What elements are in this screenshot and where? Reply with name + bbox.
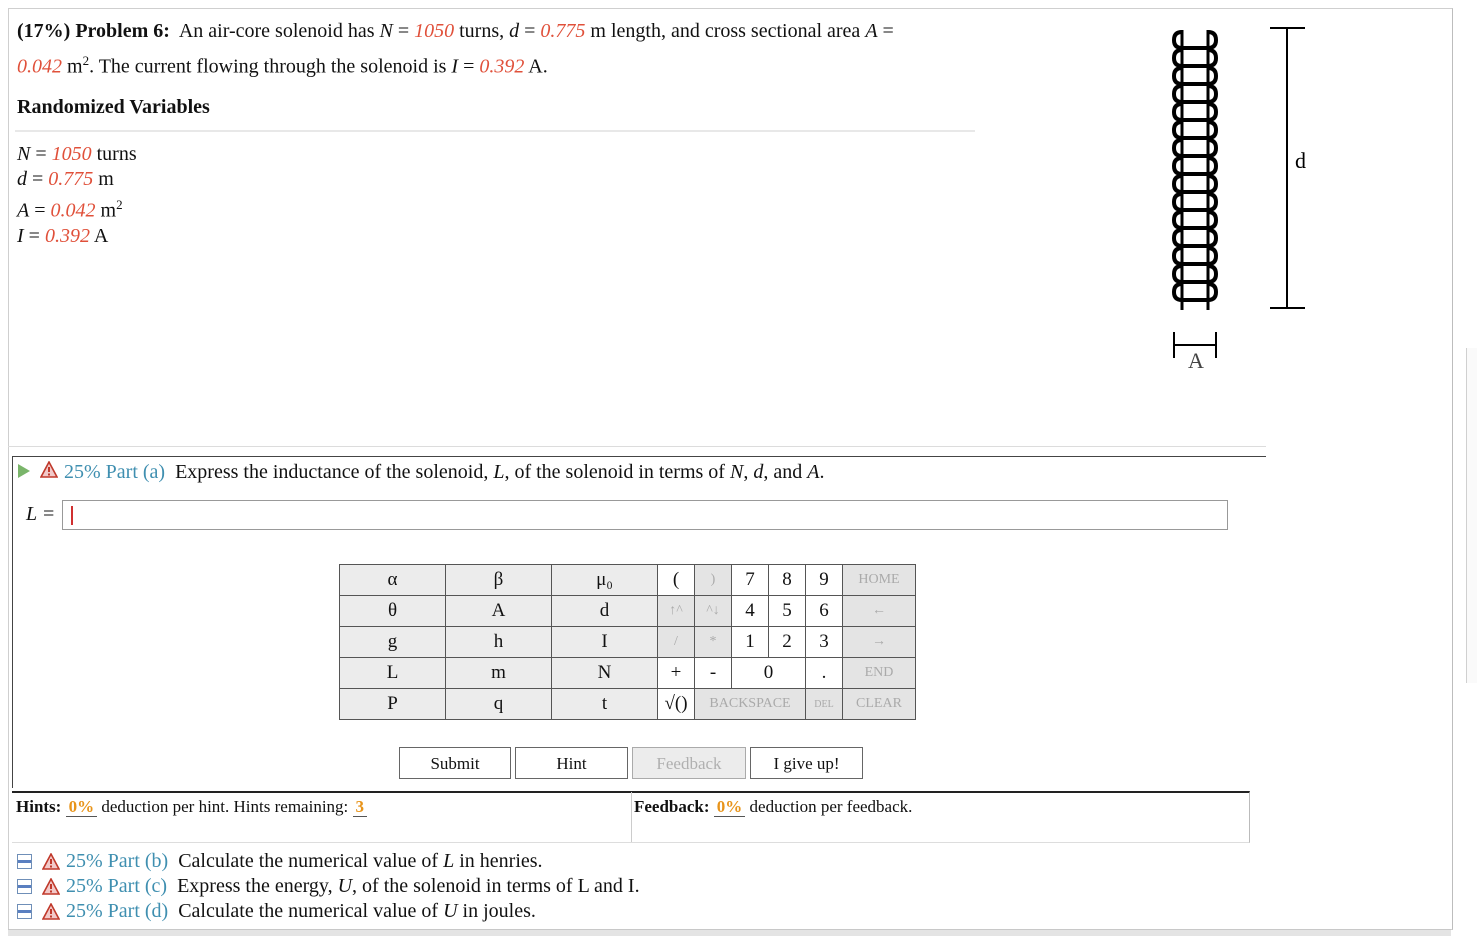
- label-A: A: [1188, 348, 1204, 373]
- key-d[interactable]: d: [552, 596, 658, 627]
- answer-input[interactable]: [62, 500, 1228, 530]
- key-beta[interactable]: β: [446, 565, 552, 596]
- submit-button[interactable]: Submit: [399, 747, 511, 779]
- divider: [631, 792, 632, 842]
- key-right-arrow[interactable]: →: [843, 627, 916, 658]
- key-3[interactable]: 3: [806, 627, 843, 658]
- key-power-up[interactable]: ↑^: [658, 596, 695, 627]
- randomized-variables: [17, 142, 137, 249]
- part-a-header[interactable]: 25% Part (a) Express the inductance of the solenoid, L, of the solenoid in terms of N, d, and A.: [18, 459, 824, 485]
- key-N[interactable]: N: [552, 658, 658, 689]
- problem-title: Problem 6:: [75, 20, 170, 42]
- hints-remaining: 3: [353, 797, 368, 817]
- hints-info: Hints: 0% deduction per hint. Hints remaining: 3: [16, 797, 367, 817]
- key-m[interactable]: m: [446, 658, 552, 689]
- answer-label: L =: [26, 503, 56, 525]
- key-end[interactable]: END: [843, 658, 916, 689]
- key-5[interactable]: 5: [769, 596, 806, 627]
- warning-icon: [40, 461, 58, 478]
- key-plus[interactable]: +: [658, 658, 695, 689]
- hint-button[interactable]: Hint: [515, 747, 628, 779]
- part-c-row[interactable]: 25% Part (c) Express the energy, U , of the solenoid in terms of L and I.: [17, 874, 640, 899]
- key-home[interactable]: HOME: [843, 565, 916, 596]
- var-row: A = 0.042 $m^2$: [17, 197, 123, 222]
- expand-triangle-icon[interactable]: [18, 464, 30, 478]
- collapse-icon[interactable]: [17, 854, 32, 869]
- key-L[interactable]: L: [340, 658, 446, 689]
- key-9[interactable]: 9: [806, 565, 843, 596]
- key-I[interactable]: I: [552, 627, 658, 658]
- key-multiply[interactable]: *: [695, 627, 732, 658]
- key-open-paren[interactable]: (: [658, 565, 695, 596]
- solenoid-diagram: [1160, 20, 1320, 375]
- key-minus[interactable]: -: [695, 658, 732, 689]
- key-h[interactable]: h: [446, 627, 552, 658]
- key-6[interactable]: 6: [806, 596, 843, 627]
- hint-deduction: 0%: [66, 797, 98, 817]
- var-row: N = 1050 turns: [17, 143, 137, 165]
- key-power-down[interactable]: ^↓: [695, 596, 732, 627]
- key-t[interactable]: t: [552, 689, 658, 720]
- divider: [15, 130, 975, 132]
- warning-icon: [42, 878, 60, 895]
- part-box-left: [12, 456, 13, 788]
- var-N: 1050: [414, 20, 455, 42]
- part-a-pct: 25% Part (a): [64, 461, 166, 483]
- warning-icon: [42, 853, 60, 870]
- key-close-paren[interactable]: ): [695, 565, 732, 596]
- key-backspace[interactable]: BACKSPACE: [695, 689, 806, 720]
- var-row: d = 0.775 m: [17, 168, 114, 190]
- var-I: 0.392: [479, 55, 525, 78]
- give-up-button[interactable]: I give up!: [750, 747, 863, 779]
- key-divide[interactable]: /: [658, 627, 695, 658]
- key-sqrt[interactable]: √(): [658, 689, 695, 720]
- key-alpha[interactable]: α: [340, 565, 446, 596]
- coil-icon: [1174, 30, 1216, 310]
- randomized-title: Randomized Variables: [17, 96, 210, 118]
- frame-bottom-bar: [8, 929, 1451, 936]
- key-mu0[interactable]: μ₀: [552, 565, 658, 596]
- part-d-row[interactable]: 25% Part (d) Calculate the numerical value of U in joules.: [17, 899, 640, 924]
- scrollbar-strip[interactable]: [1466, 348, 1477, 683]
- key-del[interactable]: DEL: [806, 689, 843, 720]
- feedback-deduction: 0%: [714, 797, 746, 817]
- feedback-button[interactable]: Feedback: [632, 747, 746, 779]
- part-box-top: [12, 456, 1266, 457]
- key-7[interactable]: 7: [732, 565, 769, 596]
- key-P[interactable]: P: [340, 689, 446, 720]
- key-left-arrow[interactable]: ←: [843, 596, 916, 627]
- key-1[interactable]: 1: [732, 627, 769, 658]
- key-A[interactable]: A: [446, 596, 552, 627]
- feedback-info: Feedback: 0% deduction per feedback.: [634, 797, 913, 816]
- other-parts-list: [17, 849, 640, 924]
- var-row: I = 0.392 A: [17, 224, 109, 247]
- key-2[interactable]: 2: [769, 627, 806, 658]
- label-d: d: [1295, 148, 1306, 173]
- key-q[interactable]: q: [446, 689, 552, 720]
- collapse-icon[interactable]: [17, 879, 32, 894]
- key-8[interactable]: 8: [769, 565, 806, 596]
- part-b-row[interactable]: 25% Part (b) Calculate the numerical value of L in henries.: [17, 849, 640, 874]
- collapse-icon[interactable]: [17, 904, 32, 919]
- math-keypad: [339, 564, 916, 720]
- text-caret: [71, 506, 73, 525]
- var-d: 0.775: [540, 20, 586, 42]
- problem-statement: (17%) Problem 6: An air-core solenoid has N = 1050 turns, d = 0.775 m length, and cross sectional area A = 0.042 $m^2$. The current flowing through the solenoid is I = 0.392 A.: [17, 20, 894, 78]
- key-4[interactable]: 4: [732, 596, 769, 627]
- key-dot[interactable]: .: [806, 658, 843, 689]
- divider: [8, 446, 1266, 447]
- var-A: 0.042: [17, 55, 62, 78]
- key-0[interactable]: 0: [732, 658, 806, 689]
- problem-weight: (17%): [17, 20, 71, 42]
- key-clear[interactable]: CLEAR: [843, 689, 916, 720]
- warning-icon: [42, 903, 60, 920]
- key-g[interactable]: g: [340, 627, 446, 658]
- key-theta[interactable]: θ: [340, 596, 446, 627]
